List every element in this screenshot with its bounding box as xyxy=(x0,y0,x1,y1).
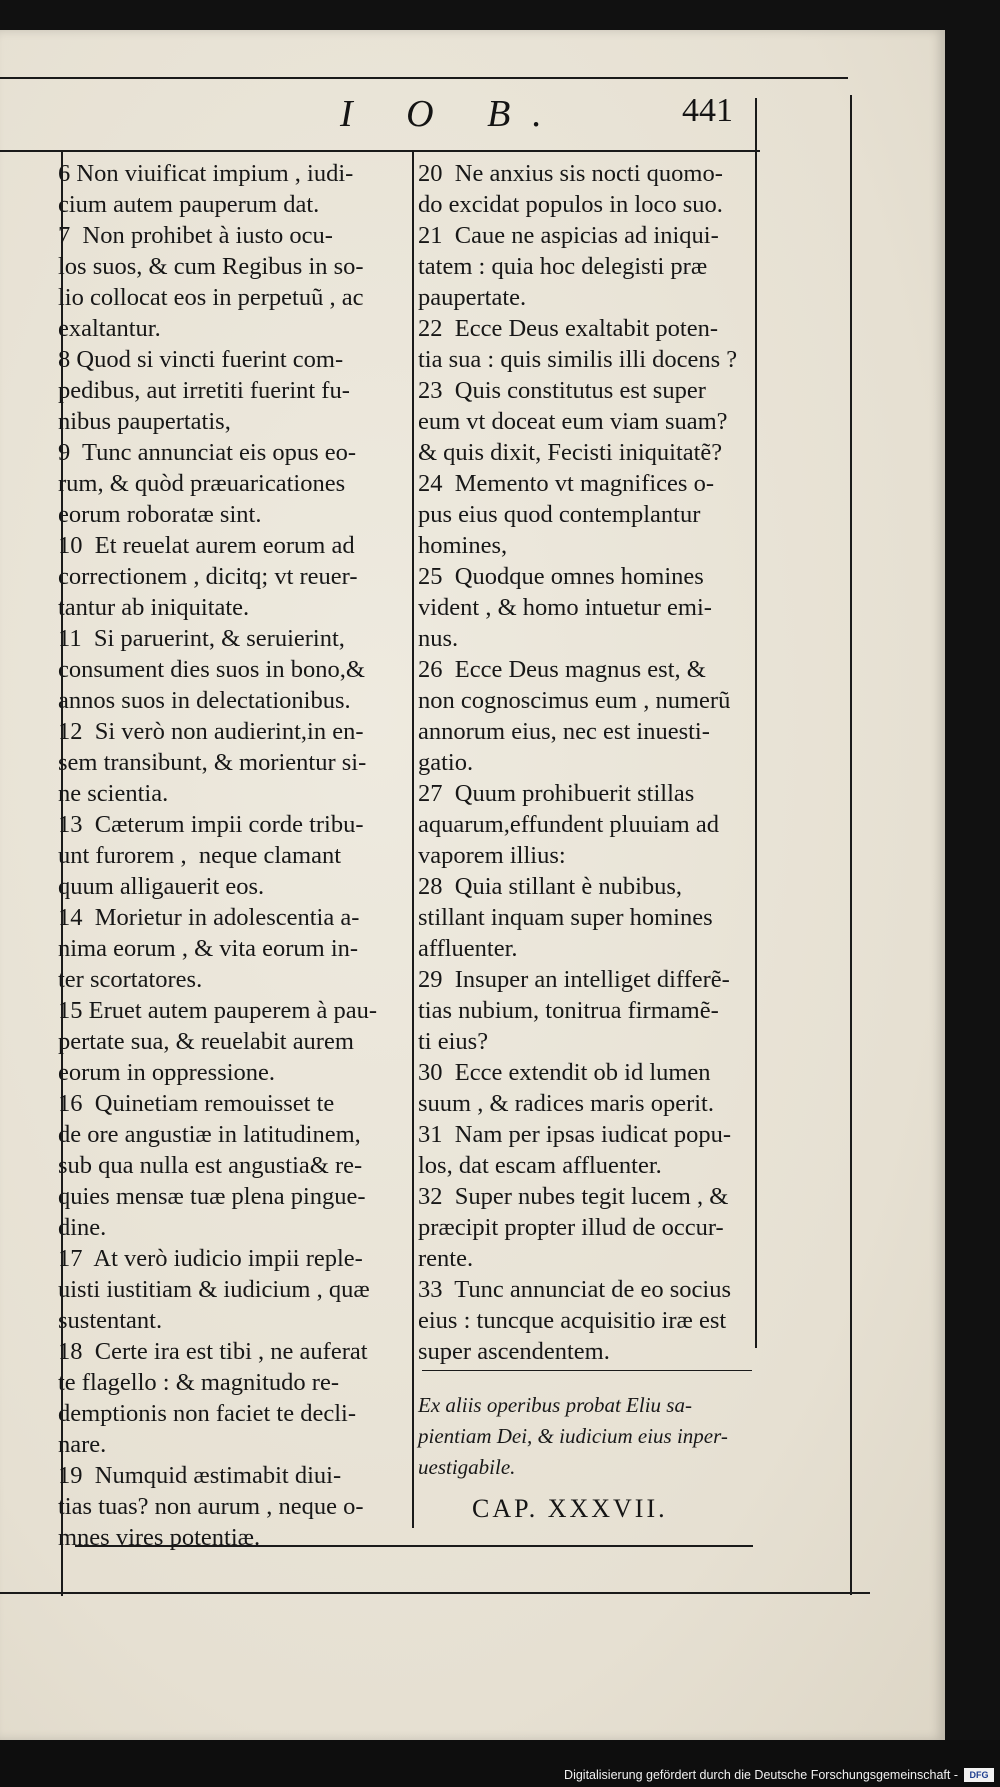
text-line: 12 Si verò non audierint,in en- xyxy=(58,718,364,745)
text-line: rum, & quòd præuaricationes xyxy=(58,470,346,497)
text-line: nima eorum , & vita eorum in- xyxy=(58,935,359,962)
text-line: te flagello : & magnitudo re- xyxy=(58,1369,339,1396)
text-line: vaporem illius: xyxy=(418,842,566,869)
summary-line: pientiam Dei, & iudicium eius inper- xyxy=(418,1424,728,1448)
text-line: super ascendentem. xyxy=(418,1338,610,1365)
outer-right-rule xyxy=(850,95,852,1595)
header-rule xyxy=(0,150,760,152)
text-line: 16 Quinetiam remouisset te xyxy=(58,1090,335,1117)
running-title: I O B. xyxy=(340,93,564,135)
text-line: consument dies suos in bono,& xyxy=(58,656,365,683)
text-line: paupertate. xyxy=(418,284,527,311)
text-line: sustentant. xyxy=(58,1307,163,1334)
text-line: 20 Ne anxius sis nocti quomo- xyxy=(418,160,723,187)
left-column xyxy=(58,158,408,1553)
text-line: 30 Ecce extendit ob id lumen xyxy=(418,1059,711,1086)
text-line: 18 Certe ira est tibi , ne auferat xyxy=(58,1338,368,1365)
text-line: 29 Insuper an intelliget differẽ- xyxy=(418,966,730,993)
text-line: homines, xyxy=(418,532,508,559)
text-line: ne scientia. xyxy=(58,780,169,807)
text-line: pertate sua, & reuelabit aurem xyxy=(58,1028,354,1055)
text-line: eum vt doceat eum viam suam? xyxy=(418,408,728,435)
top-rule xyxy=(0,77,848,79)
text-line: suum , & radices maris operit. xyxy=(418,1090,714,1117)
text-line: præcipit propter illud de occur- xyxy=(418,1214,724,1241)
text-line: cium autem pauperum dat. xyxy=(58,191,320,218)
text-line: tatem : quia hoc delegisti præ xyxy=(418,253,708,280)
text-line: 26 Ecce Deus magnus est, & xyxy=(418,656,706,683)
text-line: lio collocat eos in perpetuũ , ac xyxy=(58,284,364,311)
text-line: eorum in oppressione. xyxy=(58,1059,276,1086)
text-line: dine. xyxy=(58,1214,107,1241)
text-line: & quis dixit, Fecisti iniquitatẽ? xyxy=(418,439,723,466)
text-line: sub qua nulla est angustia& re- xyxy=(58,1152,363,1179)
text-line: 33 Tunc annunciat de eo socius xyxy=(418,1276,732,1303)
chapter-heading: CAP. XXXVII. xyxy=(472,1494,668,1523)
text-line: affluenter. xyxy=(418,935,518,962)
column-divider-rule xyxy=(412,150,414,1528)
text-line: 21 Caue ne aspicias ad iniqui- xyxy=(418,222,719,249)
text-line: los suos, & cum Regibus in so- xyxy=(58,253,364,280)
text-line: tia sua : quis similis illi docens ? xyxy=(418,346,738,373)
text-line: 19 Numquid æstimabit diui- xyxy=(58,1462,342,1489)
text-line: pus eius quod contemplantur xyxy=(418,501,701,528)
text-line: rente. xyxy=(418,1245,474,1272)
text-line: mnes vires potentiæ. xyxy=(58,1524,261,1551)
text-line: los, dat escam affluenter. xyxy=(418,1152,662,1179)
text-line: demptionis non faciet te decli- xyxy=(58,1400,356,1427)
text-line: 28 Quia stillant è nubibus, xyxy=(418,873,683,900)
summary-rule xyxy=(422,1370,752,1371)
text-line: 22 Ecce Deus exaltabit poten- xyxy=(418,315,719,342)
text-line: tias tuas? non aurum , neque o- xyxy=(58,1493,364,1520)
text-line: eorum roboratæ sint. xyxy=(58,501,262,528)
text-line: gatio. xyxy=(418,749,474,776)
text-line: 23 Quis constitutus est super xyxy=(418,377,706,404)
page-bottom-rule xyxy=(0,1592,870,1594)
text-line: 17 At verò iudicio impii reple- xyxy=(58,1245,363,1272)
digitization-credit: Digitalisierung gefördert durch die Deutsche Forschungsgemeinschaft - xyxy=(564,1768,958,1782)
text-line: 6 Non viuificat impium , iudi- xyxy=(58,160,354,187)
text-line: aquarum,effundent pluuiam ad xyxy=(418,811,719,838)
text-line: correctionem , dicitq; vt reuer- xyxy=(58,563,358,590)
text-line: ti eius? xyxy=(418,1028,489,1055)
text-line: do excidat populos in loco suo. xyxy=(418,191,723,218)
text-line: annorum eius, nec est inuesti- xyxy=(418,718,710,745)
text-line: 13 Cæterum impii corde tribu- xyxy=(58,811,364,838)
text-line: eius : tuncque acquisitio iræ est xyxy=(418,1307,727,1334)
text-line: 7 Non prohibet à iusto ocu- xyxy=(58,222,333,249)
text-line: 24 Memento vt magnifices o- xyxy=(418,470,714,497)
text-line: pedibus, aut irretiti fuerint fu- xyxy=(58,377,350,404)
text-line: ter scortatores. xyxy=(58,966,203,993)
text-line: sem transibunt, & morientur si- xyxy=(58,749,367,776)
text-line: 11 Si paruerint, & seruierint, xyxy=(58,625,345,652)
text-line: exaltantur. xyxy=(58,315,161,342)
chapter-summary xyxy=(418,1390,758,1483)
text-line: tantur ab iniquitate. xyxy=(58,594,250,621)
text-line: 32 Super nubes tegit lucem , & xyxy=(418,1183,729,1210)
text-line: nus. xyxy=(418,625,459,652)
text-line: de ore angustiæ in latitudinem, xyxy=(58,1121,361,1148)
text-line: 8 Quod si vincti fuerint com- xyxy=(58,346,344,373)
dfg-logo: DFG xyxy=(964,1768,994,1782)
text-line: nare. xyxy=(58,1431,107,1458)
text-line: nibus paupertatis, xyxy=(58,408,231,435)
page-number: 441 xyxy=(682,92,733,129)
text-line: non cognoscimus eum , numerũ xyxy=(418,687,731,714)
text-line: annos suos in delectationibus. xyxy=(58,687,351,714)
text-line: quum alligauerit eos. xyxy=(58,873,265,900)
text-line: quies mensæ tuæ plena pingue- xyxy=(58,1183,366,1210)
text-line: 14 Morietur in adolescentia a- xyxy=(58,904,360,931)
text-line: vident , & homo intuetur emi- xyxy=(418,594,712,621)
text-line: tias nubium, tonitrua firmamẽ- xyxy=(418,997,719,1024)
text-line: 25 Quodque omnes homines xyxy=(418,563,704,590)
text-line: uisti iustitiam & iudicium , quæ xyxy=(58,1276,370,1303)
right-column xyxy=(418,158,763,1367)
text-line: stillant inquam super homines xyxy=(418,904,713,931)
text-line: unt furorem , neque clamant xyxy=(58,842,342,869)
text-line: 10 Et reuelat aurem eorum ad xyxy=(58,532,355,559)
text-line: 15 Eruet autem pauperem à pau- xyxy=(58,997,378,1024)
summary-line: Ex aliis operibus probat Eliu sa- xyxy=(418,1393,692,1417)
summary-line: uestigabile. xyxy=(418,1455,516,1479)
text-line: 9 Tunc annunciat eis opus eo- xyxy=(58,439,357,466)
text-line: 27 Quum prohibuerit stillas xyxy=(418,780,695,807)
text-line: 31 Nam per ipsas iudicat popu- xyxy=(418,1121,731,1148)
